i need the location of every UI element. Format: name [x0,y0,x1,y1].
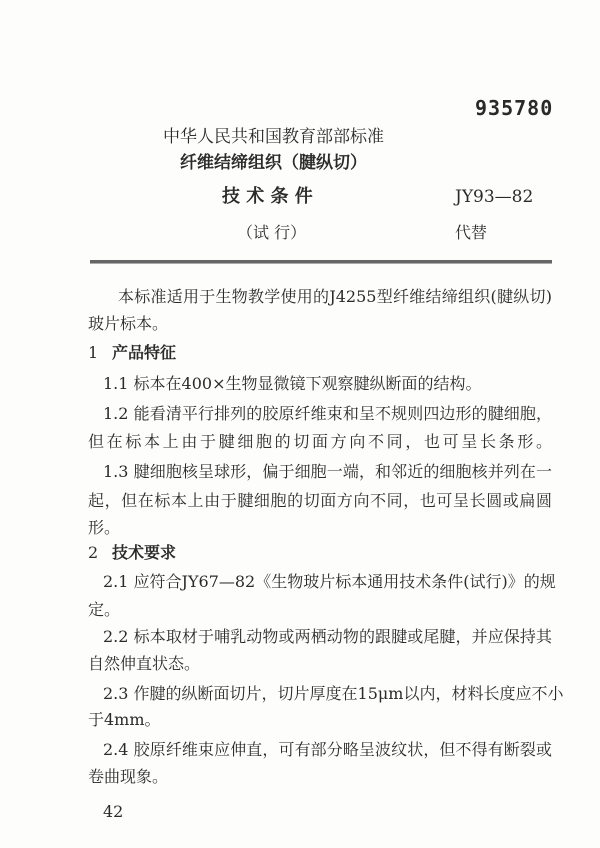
standard-code: JY93—82 [455,187,534,207]
section-heading: 产品特征 [112,343,177,362]
issuer: 中华人民共和国教育部部标准 [163,127,384,147]
replaces-label: 代替 [455,223,488,242]
clause-line: 1.3 腱细胞核呈球形，偏于细胞一端，和邻近的细胞核并列在一 [103,462,552,481]
clause-line: 1.1 标本在400×生物显微镜下观察腱纵断面的结构。 [103,374,482,393]
clause-line: 自然伸直状态。 [88,654,201,673]
clause-line: 1.2 能看清平行排列的胶原纤维束和呈不规则四边形的腱细胞， [103,404,552,423]
intro-line: 本标准适用于生物教学使用的J4255型纤维结缔组织(腱纵切) [118,287,552,306]
doc-subtitle: 技 术 条 件 [222,186,313,207]
clause-line: 卷曲现象。 [88,767,169,786]
clause-line: 于4mm。 [88,710,161,729]
section-heading: 技术要求 [112,543,177,562]
serial-number: 935780 [475,96,554,120]
clause-line: 定。 [88,600,121,619]
clause-line: 2.4 胶原纤维束应伸直，可有部分略呈波纹状，但不得有断裂或 [103,740,552,759]
clause-line: 但在标本上由于腱细胞的切面方向不同，也可呈长条形。 [88,432,552,451]
section-number: 2 [88,543,99,562]
clause-line: 形。 [88,518,121,537]
clause-line: 2.2 标本取材于哺乳动物或两栖动物的跟腱或尾腱，并应保持其 [103,627,552,646]
intro-line: 玻片标本。 [88,314,169,333]
section-number: 1 [88,343,99,362]
header-rule [90,260,552,264]
page-number: 42 [103,802,124,821]
clause-line: 起，但在标本上由于腱细胞的切面方向不同，也可呈长圆或扁圆 [88,491,552,510]
clause-line: 2.1 应符合JY67—82《生物玻片标本通用技术条件(试行)》的规 [103,572,556,591]
clause-line: 2.3 作腱的纵断面切片，切片厚度在15μm以内，材料长度应不小 [103,684,564,703]
trial-label: （试 行） [237,223,307,242]
doc-title: 纤维结缔组织（腱纵切） [180,153,367,173]
